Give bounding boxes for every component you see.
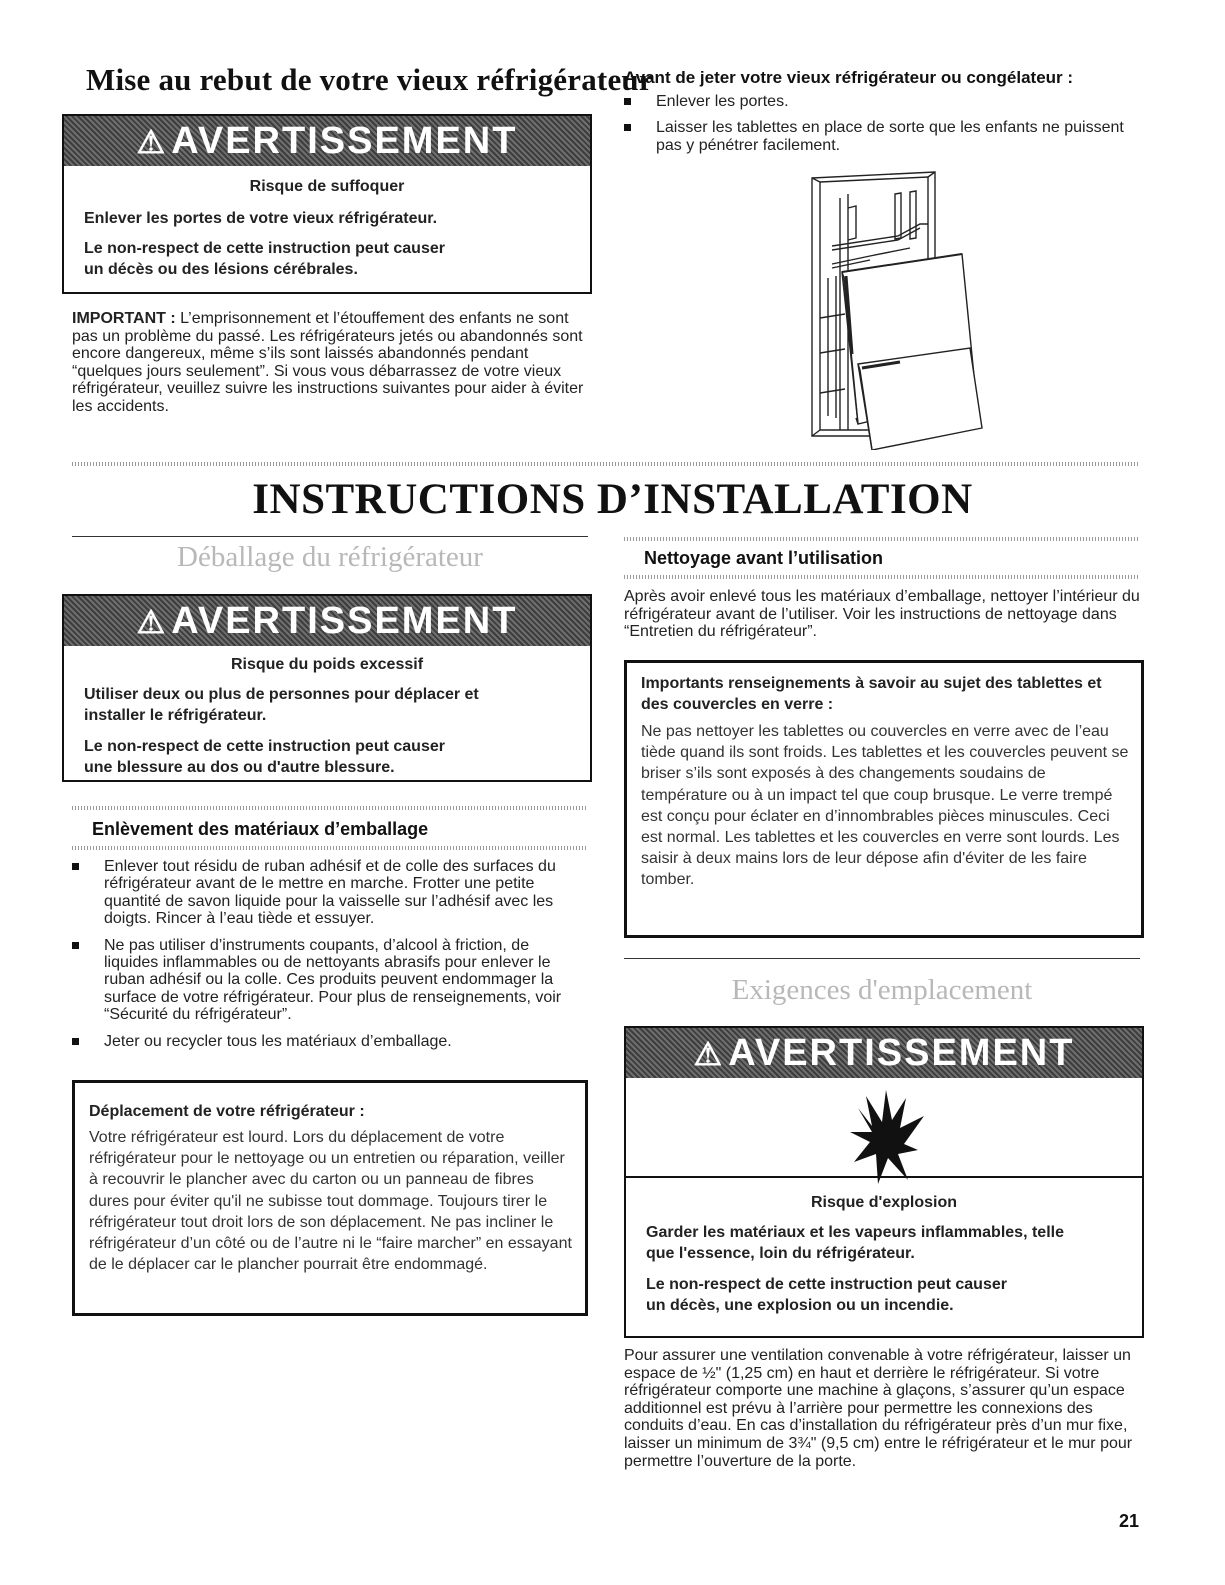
subsection-divider bbox=[72, 846, 588, 850]
cleaning-heading: Nettoyage avant l’utilisation bbox=[644, 548, 884, 568]
location-heading: Exigences d'emplacement bbox=[731, 974, 1033, 1006]
warning-consequence-line1: Le non-respect de cette instruction peut causer bbox=[84, 738, 445, 755]
warning-instruction-line2: que l'essence, loin du réfrigérateur. bbox=[646, 1245, 915, 1262]
moving-info-box bbox=[72, 1080, 588, 1316]
disposal-title: Mise au rebut de votre vieux réfrigérateur bbox=[86, 62, 653, 97]
bullet-square-icon bbox=[72, 942, 79, 949]
before-disposal-list bbox=[624, 93, 1134, 163]
list-item: Laisser les tablettes en place de sorte que les enfants ne puissent pas y pénétrer facilement. bbox=[624, 119, 1134, 154]
explosion-icon bbox=[848, 1088, 928, 1188]
warning-label: AVERTISSEMENT bbox=[171, 120, 518, 162]
warning-instruction-line1: Garder les matériaux et les vapeurs inflammables, telle bbox=[646, 1224, 1064, 1241]
important-paragraph bbox=[72, 310, 587, 416]
warning-divider bbox=[626, 1176, 1142, 1178]
moving-text: Votre réfrigérateur est lourd. Lors du déplacement de votre réfrigérateur pour le nettoyage ou un entretien ou réparation, veiller à recouvrir le plancher avec du carton ou un panneau de fibres dures pour éviter qu'il ne subisse tout dommage. Toujours tirer le réfrigérateur tout droit lors de son déplacement. Ne pas incliner le réfrigérateur d’un côté ou de l’autre ni le “faire marcher” en essayant de le déplacer car le plancher pourrait être endommagé. bbox=[89, 1129, 572, 1274]
warning-consequence-line1: Le non-respect de cette instruction peut causer bbox=[646, 1276, 1007, 1293]
warning-hazard: Risque de suffoquer bbox=[249, 178, 405, 195]
section-rule bbox=[72, 536, 588, 537]
bullet-square-icon bbox=[624, 98, 631, 105]
bullet-square-icon bbox=[72, 1038, 79, 1045]
subsection-divider bbox=[72, 806, 588, 810]
warning-hazard: Risque du poids excessif bbox=[230, 656, 424, 673]
list-item: Ne pas utiliser d’instruments coupants, d’alcool à friction, de liquides inflammables ou de nettoyants abrasifs pour enlever le ruban adhésif ou la colle. Ces produits peuvent endommager la surface de votre réfrigérateur. Pour plus de renseignements, voir “Sécurité du réfrigérateur”. bbox=[72, 937, 587, 1024]
cleaning-text: Après avoir enlevé tous les matériaux d’emballage, nettoyer l’intérieur du réfrigérateur avant de l’utiliser. Voir les instructions de nettoyage dans “Entretien du réfrigérateur”. bbox=[624, 588, 1140, 641]
location-text: Pour assurer une ventilation convenable à votre réfrigérateur, laisser un espace de ½" (1,25 cm) en haut et derrière le réfrigérateur. Si votre réfrigérateur comporte une machine à glaçons, s’assurer qu’un espace additionnel est prévu à l’arrière pour permettre les connexions des conduits d’eau. En cas d’installation du réfrigérateur près d’un mur fixe, laisser un minimum de 3¾" (9,5 cm) entre le réfrigérateur et le mur pour permettre l’ouverture de la porte. bbox=[624, 1347, 1133, 1470]
removal-list bbox=[72, 858, 587, 1059]
warning-consequence-line2: un décès, une explosion ou un incendie. bbox=[646, 1297, 954, 1314]
warning-banner bbox=[64, 116, 590, 166]
warning-triangle-icon: ⚠ bbox=[136, 604, 168, 640]
section-divider bbox=[72, 462, 1140, 466]
warning-triangle-icon: ⚠ bbox=[136, 124, 168, 160]
warning-instruction-line2: installer le réfrigérateur. bbox=[84, 707, 267, 724]
section-rule bbox=[624, 958, 1140, 959]
warning-consequence-line2: un décès ou des lésions cérébrales. bbox=[84, 261, 358, 278]
warning-consequence-line1: Le non-respect de cette instruction peut causer bbox=[84, 240, 445, 257]
warning-label: AVERTISSEMENT bbox=[171, 600, 518, 642]
warning-banner bbox=[626, 1028, 1142, 1078]
warning-consequence-line2: une blessure au dos ou d'autre blessure. bbox=[84, 759, 395, 776]
list-item: Jeter ou recycler tous les matériaux d’emballage. bbox=[72, 1033, 587, 1050]
subsection-divider bbox=[624, 575, 1140, 579]
list-item: Enlever tout résidu de ruban adhésif et de colle des surfaces du réfrigérateur avant de le mettre en marche. Frotter une petite quantité de savon liquide pour la vaisselle sur l’adhésif avec les doigts. Rincer à l’eau tiède et essuyer. bbox=[72, 858, 587, 928]
moving-title: Déplacement de votre réfrigérateur : bbox=[89, 1103, 365, 1120]
removal-heading: Enlèvement des matériaux d’emballage bbox=[92, 819, 429, 839]
glass-shelves-info-box bbox=[624, 660, 1144, 938]
unpacking-heading: Déballage du réfrigérateur bbox=[177, 541, 483, 573]
warning-triangle-icon: ⚠ bbox=[693, 1036, 725, 1072]
shelves-text: Ne pas nettoyer les tablettes ou couvercles en verre avec de l’eau tiède quand ils sont froids. Les tablettes et les couvercles peuvent se briser s’ils sont exposés à des changements soudains de température ou à un impact tel que coup brusque. Le verre trempé est conçu pour éclater en d’innombrables pièces minuscules. Ceci est normal. Les tablettes et les couvercles en verre sont lourds. Les saisir à deux mains lors de leur dépose afin d'éviter de les faire tomber. bbox=[641, 723, 1129, 889]
warning-instruction: Enlever les portes de votre vieux réfrigérateur. bbox=[84, 210, 438, 227]
page-number: 21 bbox=[1118, 1511, 1139, 1531]
refrigerator-doors-removed-illustration bbox=[800, 168, 1000, 450]
warning-banner bbox=[64, 596, 590, 646]
bullet-square-icon bbox=[72, 863, 79, 870]
explosion-warning-box bbox=[624, 1026, 1144, 1338]
bullet-square-icon bbox=[624, 124, 631, 131]
subsection-divider bbox=[624, 537, 1140, 541]
installation-title: INSTRUCTIONS D’INSTALLATION bbox=[252, 476, 973, 523]
suffocation-warning-box bbox=[62, 114, 592, 294]
warning-hazard: Risque d'explosion bbox=[810, 1194, 958, 1211]
before-disposal-title: Avant de jeter votre vieux réfrigérateur ou congélateur : bbox=[624, 68, 1074, 87]
warning-label: AVERTISSEMENT bbox=[728, 1032, 1075, 1074]
warning-instruction-line1: Utiliser deux ou plus de personnes pour déplacer et bbox=[84, 686, 479, 703]
important-text: L’emprisonnement et l’étouffement des enfants ne sont pas un problème du passé. Les réfrigérateurs jetés ou abandonnés sont encore dangereux, même s’ils sont laissés abandonnés pendant “quelques jours seulement”. Si vous vous débarrassez de votre vieux réfrigérateur, veuillez suivre les instructions suivantes pour aider à éviter les accidents. bbox=[72, 310, 584, 415]
shelves-title: Importants renseignements à savoir au sujet des tablettes et des couvercles en verre : bbox=[641, 675, 1102, 713]
list-item: Enlever les portes. bbox=[624, 93, 1134, 110]
weight-warning-box bbox=[62, 594, 592, 782]
important-label: IMPORTANT : bbox=[72, 310, 176, 327]
